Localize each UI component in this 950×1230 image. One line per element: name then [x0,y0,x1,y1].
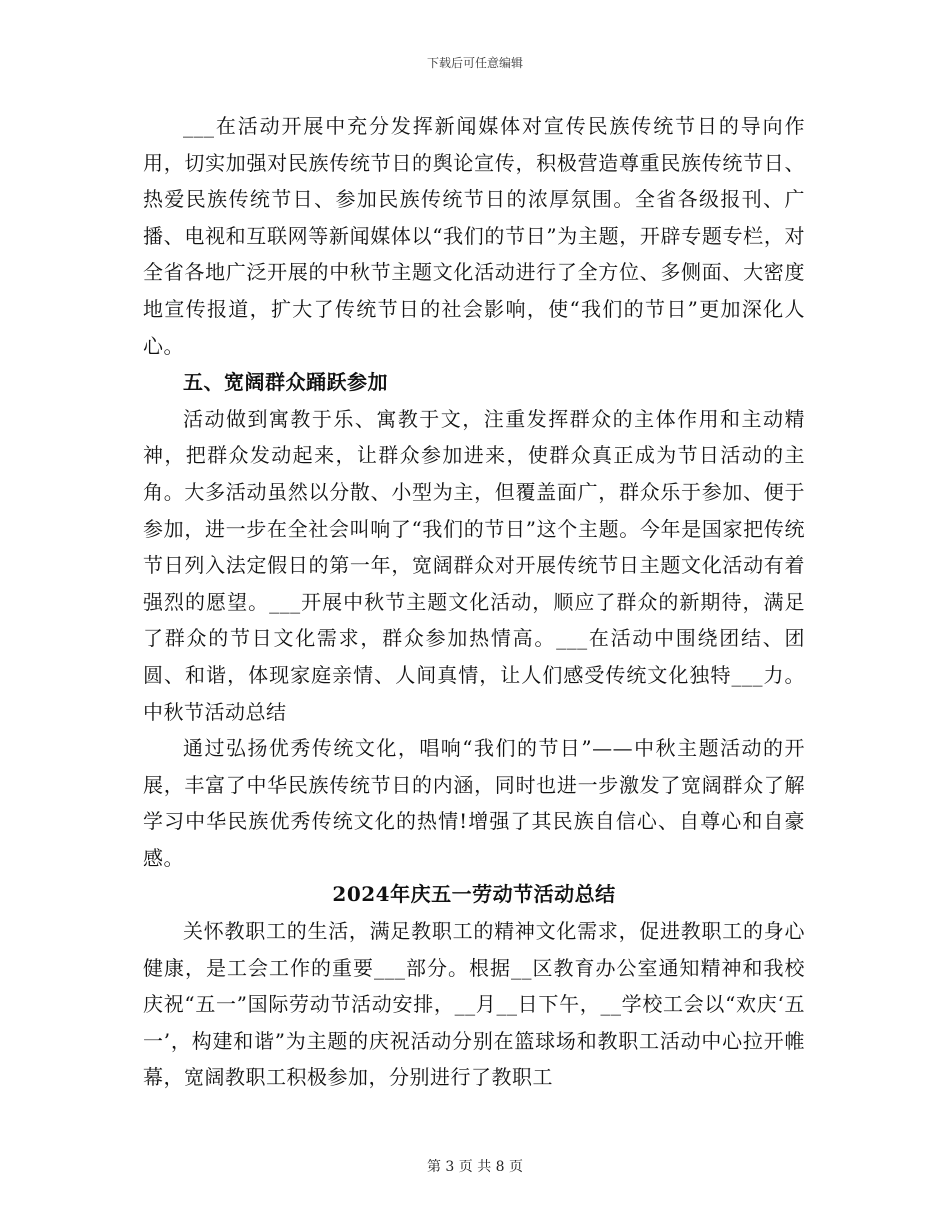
paragraph-conclusion: 通过弘扬优秀传统文化，唱响“我们的节日”——中秋主题活动的开展，丰富了中华民族传统节日的内涵，同时也进一步激发了宽阔群众了解学习中华民族优秀传统文化的热情!增强了其民族自信心、自尊心和自豪感。 [143,736,805,870]
header-note: 下载后可任意编辑 [426,56,523,70]
document-title-labor-day: 2024年庆五一劳动节活动总结 [332,882,616,907]
paragraph-labor-day-intro: 关怀教职工的生活，满足教职工的精神文化需求，促进教职工的身心健康，是工会工作的重要___部分。根据__区教育办公室通知精神和我校庆祝“五一”国际劳动节活动安排，__月__日下午，__学校工会以“欢庆‘五一’，构建和谐”为主题的庆祝活动分别在篮球场和教职工活动中心拉开帷幕，宽阔教职工积极参加，分别进行了教职工 [143,919,805,1090]
page-number: 第 3 页 共 8 页 [426,1159,524,1175]
document-body [143,108,805,1096]
section-heading-five: 五、宽阔群众踊跃参加 [183,370,388,395]
paragraph-media-publicity: ___在活动开展中充分发挥新闻媒体对宣传民族传统节日的导向作用，切实加强对民族传统节日的舆论宣传，积极营造尊重民族传统节日、热爱民族传统节日、参加民族传统节日的浓厚氛围。全省各级报刊、广播、电视和互联网等新闻媒体以“我们的节日”为主题，开辟专题专栏，对全省各地广泛开展的中秋节主题文化活动进行了全方位、多侧面、大密度地宣传报道，扩大了传统节日的社会影响，使“我们的节日”更加深化人心。 [143,114,805,358]
paragraph-public-participation: 活动做到寓教于乐、寓教于文，注重发挥群众的主体作用和主动精神，把群众发动起来，让群众参加进来，使群众真正成为节日活动的主角。大多活动虽然以分散、小型为主，但覆盖面广，群众乐于参加、便于参加，进一步在全社会叫响了“我们的节日”这个主题。今年是国家把传统节日列入法定假日的第一年，宽阔群众对开展传统节日主题文化活动有着强烈的愿望。___开展中秋节主题文化活动，顺应了群众的新期待，满足了群众的节日文化需求，群众参加热情高。___在活动中围绕团结、团圆、和谐，体现家庭亲情、人间真情，让人们感受传统文化独特___力。中秋节活动总结 [143,406,805,724]
